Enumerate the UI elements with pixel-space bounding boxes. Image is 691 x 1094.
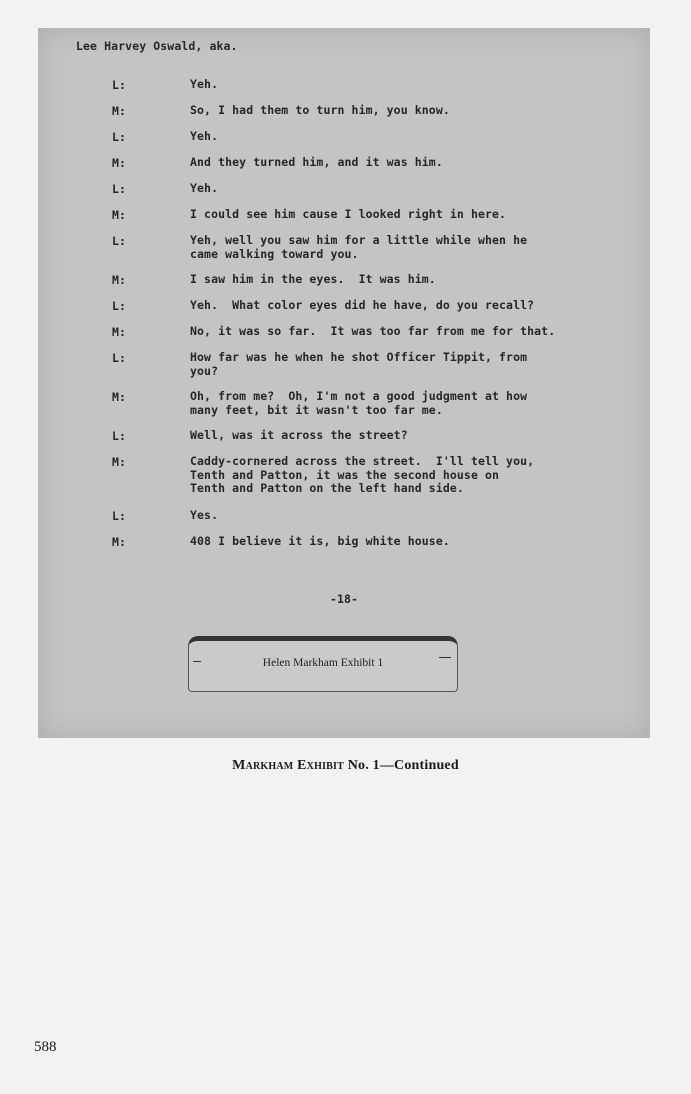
caption-number: No. 1—Continued xyxy=(347,758,459,773)
dialogue-text: Yeh. xyxy=(190,129,219,143)
dialogue-text: How far was he when he shot Officer Tippit, from you? xyxy=(190,350,528,378)
speaker-label: M: xyxy=(112,273,127,287)
dialogue-text: I could see him cause I looked right in here. xyxy=(190,207,507,221)
exhibit-label-text: Helen Markham Exhibit 1 xyxy=(262,657,384,669)
exhibit-label xyxy=(188,636,458,692)
speaker-label: L: xyxy=(112,130,127,144)
dialogue-text: No, it was so far. It was too far from me for that. xyxy=(190,324,556,338)
document-header: Lee Harvey Oswald, aka. xyxy=(76,39,238,53)
speaker-label: M: xyxy=(112,104,127,118)
dialogue-text: So, I had them to turn him, you know. xyxy=(190,103,450,117)
speaker-label: M: xyxy=(112,156,127,170)
speaker-label: L: xyxy=(112,509,127,523)
speaker-label: M: xyxy=(112,455,127,469)
dialogue-text: And they turned him, and it was him. xyxy=(190,155,443,169)
label-mark xyxy=(439,657,451,658)
speaker-label: L: xyxy=(112,351,127,365)
dialogue-text: Yeh. What color eyes did he have, do you recall? xyxy=(190,298,535,312)
speaker-label: L: xyxy=(112,182,127,196)
speaker-label: M: xyxy=(112,390,127,404)
dialogue-text: Yeh, well you saw him for a little while when he came walking toward you. xyxy=(190,233,528,261)
speaker-label: M: xyxy=(112,535,127,549)
speaker-label: L: xyxy=(112,78,127,92)
speaker-label: L: xyxy=(112,429,127,443)
caption-prefix: Markham Exhibit xyxy=(232,758,344,773)
speaker-label: L: xyxy=(112,299,127,313)
dialogue-text: I saw him in the eyes. It was him. xyxy=(190,272,436,286)
speaker-label: M: xyxy=(112,325,127,339)
transcript-page-number: -18- xyxy=(329,592,359,606)
dialogue-text: Yeh. xyxy=(190,77,219,91)
dialogue-text: Oh, from me? Oh, I'm not a good judgment at how many feet, bit it wasn't too far me. xyxy=(190,389,528,417)
figure-caption xyxy=(0,758,691,774)
scanned-transcript-page xyxy=(38,28,650,738)
speaker-label: M: xyxy=(112,208,127,222)
dialogue-text: Well, was it across the street? xyxy=(190,428,408,442)
dialogue-text: Yeh. xyxy=(190,181,219,195)
dialogue-text: 408 I believe it is, big white house. xyxy=(190,534,450,548)
dialogue-text: Yes. xyxy=(190,508,219,522)
book-page-number: 588 xyxy=(34,1039,57,1055)
dialogue-text: Caddy-cornered across the street. I'll tell you, Tenth and Patton, it was the second house on Tenth and Patton on the left hand side. xyxy=(190,454,535,495)
speaker-label: L: xyxy=(112,234,127,248)
